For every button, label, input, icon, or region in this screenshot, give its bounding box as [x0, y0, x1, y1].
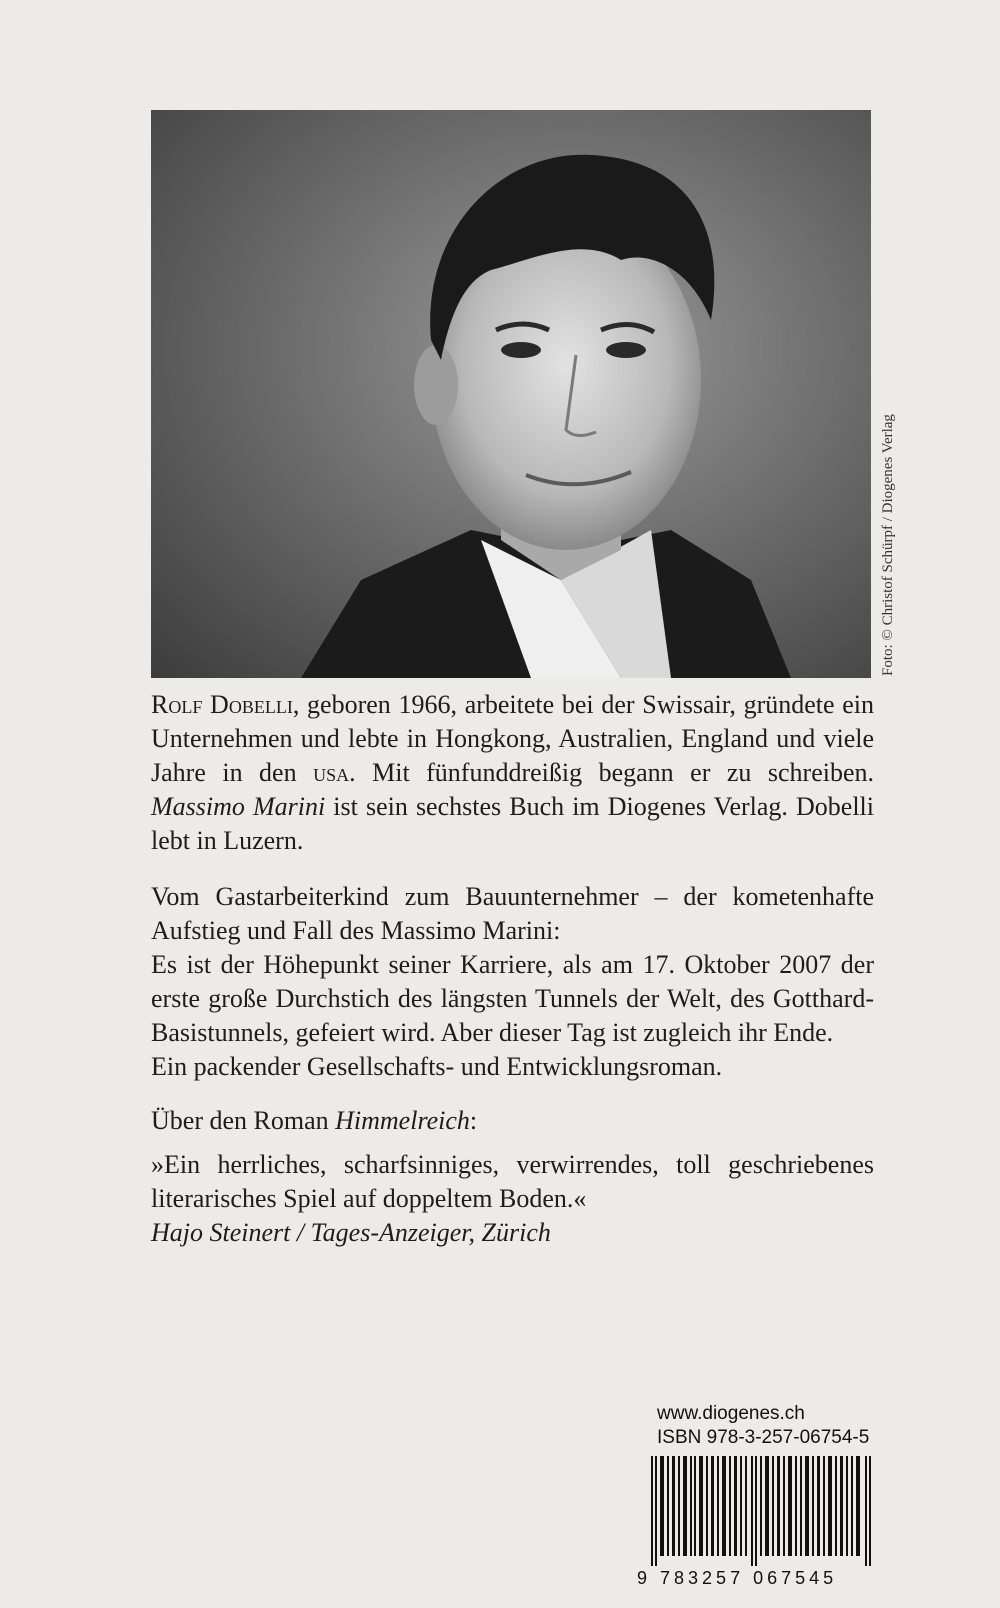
publisher-website: www.diogenes.ch: [657, 1403, 805, 1424]
blurb-line-1: Vom Gastarbeiterkind zum Bauunternehmer – der kometenhafte Aufstieg und Fall des Massimo Marini:: [151, 882, 874, 945]
review-source: Hajo Steinert / Tages-Anzeiger, Zürich: [151, 1218, 551, 1247]
author-name: Rolf Dobelli: [151, 690, 293, 719]
review-heading: Über den Roman Himmelreich:: [151, 1106, 478, 1135]
photo-credit: Foto: © Christof Schürpf / Diogenes Verlag: [880, 414, 896, 676]
review-quote: »Ein herrliches, scharfsinniges, verwirrendes, toll geschriebenes literarisches Spiel auf doppeltem Boden.«: [151, 1150, 874, 1213]
blurb-line-3: Ein packender Gesellschafts- und Entwicklungsroman.: [151, 1052, 723, 1081]
blurb-line-2: Es ist der Höhepunkt seiner Karriere, als am 17. Oktober 2007 der erste große Durchstich des längsten Tunnels der Welt, des Gotthard-Basistunnels, gefeiert wird. Aber dieser Tag ist zugleich ihr Ende.: [151, 950, 874, 1047]
back-cover-text: [151, 688, 874, 1250]
publisher-info: [657, 1402, 877, 1450]
barcode-digits: 9 783257 067545: [637, 1568, 838, 1588]
author-photo: [151, 110, 871, 678]
isbn: ISBN 978-3-257-06754-5: [657, 1427, 870, 1448]
book-title: Massimo Marini: [151, 792, 326, 821]
author-bio: Rolf Dobelli, geboren 1966, arbeitete bei der Swissair, gründete ein Unternehmen und lebte in Hongkong, Australien, England und viele Jahre in den usa. Mit fünfunddreißig begann er zu schreiben. Massimo Marini ist sein sechstes Buch im Diogenes Verlag. Dobelli lebt in Luzern.: [151, 690, 875, 855]
barcode: [637, 1456, 877, 1566]
